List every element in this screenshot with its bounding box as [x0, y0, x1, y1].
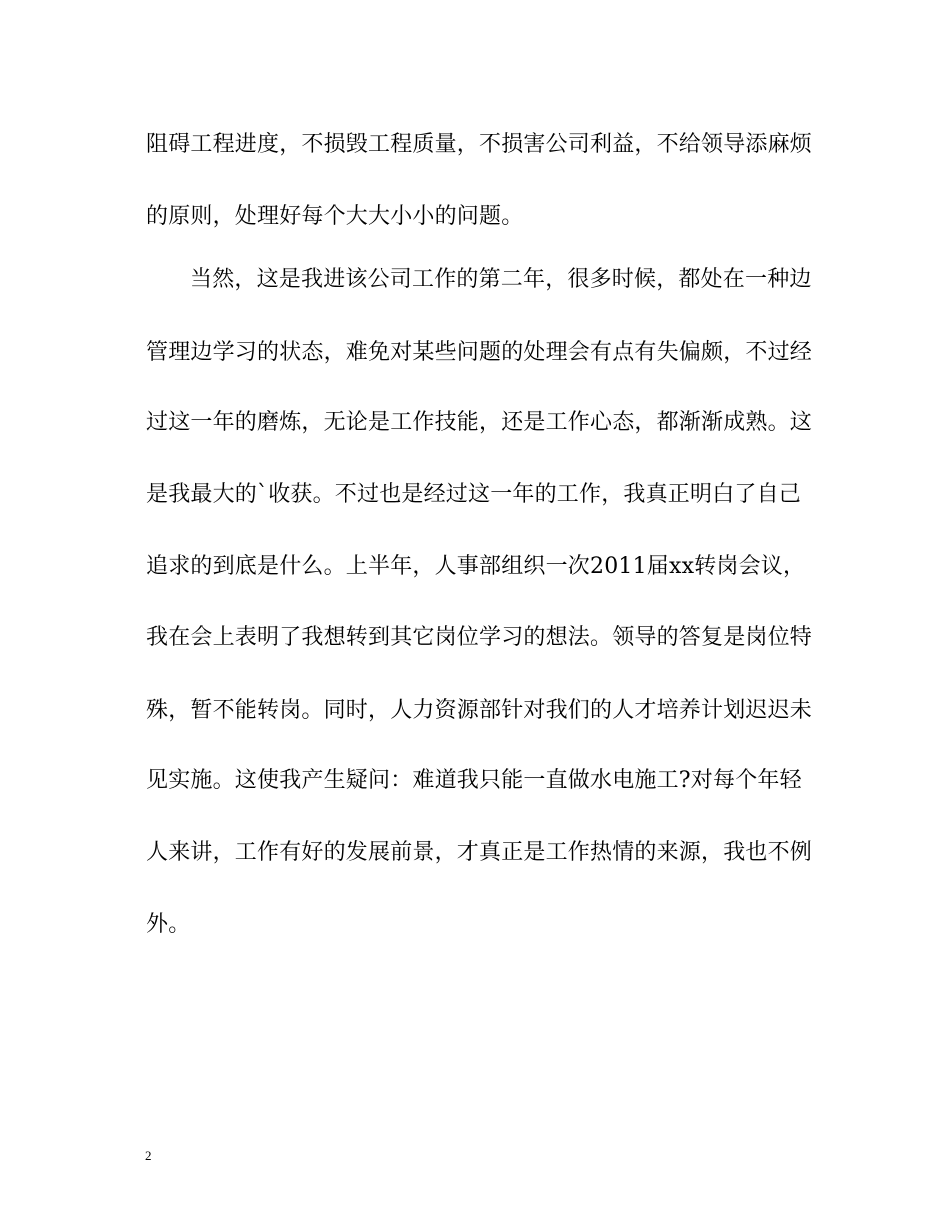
page-number: 2: [145, 1148, 152, 1163]
paragraph-line: 是我最大的`收获。不过也是经过这一年的工作，我真正明白了自己: [146, 482, 802, 507]
paragraph-line: 过这一年的磨炼，无论是工作技能，还是工作心态，都渐渐成熟。这: [146, 410, 813, 435]
paragraph-line: 见实施。这使我产生疑问：难道我只能一直做水电施工?对每个年轻: [146, 768, 802, 793]
paragraph-line: 人来讲，工作有好的发展前景，才真正是工作热情的来源，我也不例: [146, 840, 813, 865]
paragraph-line: 殊，暂不能转岗。同时，人力资源部针对我们的人才培养计划迟迟未: [146, 698, 813, 723]
paragraph-line: 当然，这是我进该公司工作的第二年，很多时候，都处在一种边: [190, 267, 812, 292]
paragraph-line: 阻碍工程进度，不损毁工程质量，不损害公司利益，不给领导添麻烦: [146, 132, 813, 157]
paragraph-line: 追求的到底是什么。上半年，人事部组织一次2011届xx转岗会议，: [146, 554, 806, 579]
paragraph-line: 外。: [146, 912, 191, 937]
paragraph-line: 管理边学习的状态，难免对某些问题的处理会有点有失偏颇，不过经: [146, 340, 813, 365]
paragraph-line: 的原则，处理好每个大大小小的问题。: [146, 204, 524, 229]
paragraph-line: 我在会上表明了我想转到其它岗位学习的想法。领导的答复是岗位特: [146, 625, 813, 650]
